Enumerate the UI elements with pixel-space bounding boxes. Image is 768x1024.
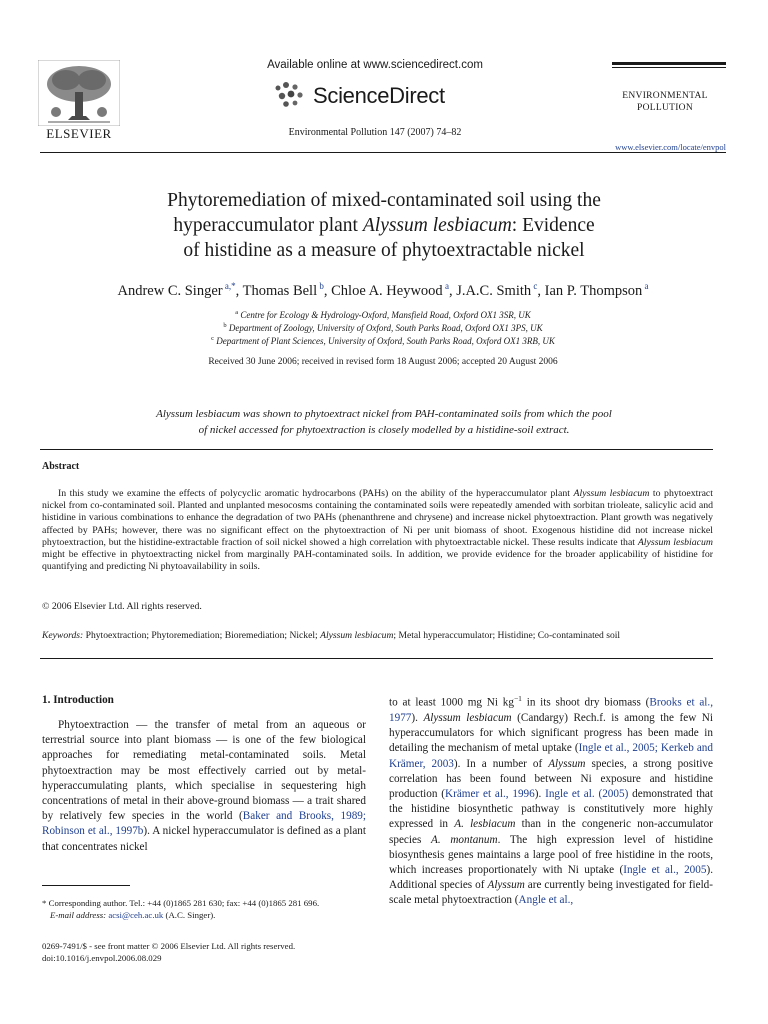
abstract-text: to phytoextract nickel from co-contaminated soil. Planted and unplanted mesocosms containing the contaminated soils were repeatedly amended with sorbitan trioleate, salicylic acid and histidine in various combinations to enhance the degradation of two PAHs (phenanthrene and chrysene) and increase nickel phytoextraction. Plant growth was negatively affected by PAHs; however, there was no significant effect on the phytoextraction of Ni per unit biomass of shoot. Exogenous histidine did not increase nickel phytoextraction, but the histidine-extractable fraction of soil nickel showed a high correlation with phytoextractable nickel. These results indicate that [42, 488, 714, 548]
footnote-text: (A.C. Singer). [163, 910, 216, 920]
body-text: than in the congeneric non-accumulator species [389, 818, 713, 846]
header-divider [40, 152, 726, 153]
title-line-2 [60, 213, 708, 238]
body-column-left [42, 718, 366, 855]
abstract-text: might be effective in phytoextracting nickel from marginally PAH-contaminated soils. In addition, we provide evidence for the broader applicability of histidine for quantifying and predicting Ni phytoavailability in soils. [42, 549, 713, 573]
sciencedirect-wordmark: ScienceDirect [313, 83, 445, 108]
affiliation-mark: a [235, 309, 239, 316]
title-text: : Evidence [511, 215, 595, 236]
citation-link[interactable]: Ingle et al., 2005 [623, 863, 707, 876]
body-superscript: −1 [513, 694, 522, 703]
author-affiliation-mark[interactable]: b [317, 281, 324, 291]
email-link[interactable]: acsi@ceh.ac.uk [106, 910, 164, 920]
body-text: ). In a number of [453, 757, 549, 770]
footnote-mark: * [42, 898, 47, 908]
affiliation [100, 335, 666, 346]
abstract-text: In this study we examine the effects of polycyclic aromatic hydrocarbons (PAHs) on the ability of the hyperaccumulator plant [58, 488, 574, 499]
body-text: . The high expression level of histidine biosynthesis genes maintains a large pool of free histidine in the roots, which increases proportionately with Ni uptake ( [389, 833, 713, 876]
body-text: demonstrated that the histidine biosynthetic pathway is constitutively more highly expressed in [389, 787, 713, 831]
body-species: Alyssum lesbiacum [423, 711, 512, 724]
body-text: ). Additional species of [389, 863, 713, 892]
body-text: species, a strong positive correlation has been found between Ni exposure and histidine production ( [389, 757, 713, 800]
affiliation-text: Centre for Ecology & Hydrology-Oxford, Mansfield Road, Oxford OX1 3SR, UK [240, 310, 531, 320]
abstract-bottom-rule [40, 658, 713, 659]
abstract-top-rule [40, 449, 713, 450]
body-text: ). [534, 787, 546, 800]
affiliation-text: Department of Zoology, University of Oxford, South Parks Road, Oxford OX1 3PS, UK [228, 323, 543, 333]
abstract-species: Alyssum lesbiacum [573, 488, 650, 499]
email-label: E-mail address: [50, 910, 107, 920]
author-affiliation-mark[interactable]: a [442, 281, 449, 291]
body-text: ). [411, 711, 424, 724]
publisher-name: ELSEVIER [46, 126, 112, 141]
received-dates: Received 30 June 2006; received in revised form 18 August 2006; accepted 20 August 2006 [208, 357, 558, 367]
keywords [42, 630, 713, 641]
author-affiliation-mark[interactable]: c [531, 281, 538, 291]
section-heading-introduction: 1. Introduction [42, 694, 114, 706]
doi-line[interactable]: doi:10.1016/j.envpol.2006.08.029 [42, 953, 162, 963]
title-text: hyperaccumulator plant [173, 215, 363, 236]
article-title [60, 188, 708, 263]
title-line-3: of histidine as a measure of phytoextractable nickel [183, 240, 585, 261]
journal-rule-thin [612, 67, 726, 68]
citation-link[interactable]: Krämer et al., 1996 [445, 787, 535, 800]
citation-link[interactable]: Angle et al., [518, 894, 574, 907]
summary-line-1: Alyssum lesbiacum was shown to phytoextract nickel from PAH-contaminated soils from which the pool [156, 408, 612, 420]
body-text: ). A nickel hyperaccumulator is defined as a plant that concentrates nickel [42, 825, 366, 853]
summary-line-2: of nickel accessed for phytoextraction is closely modelled by a histidine-soil extract. [198, 424, 570, 436]
body-species: A. lesbiacum [454, 818, 516, 831]
author[interactable]: Andrew C. Singer [117, 282, 223, 299]
corresponding-author-footnote [42, 897, 372, 921]
journal-name [600, 90, 730, 114]
footnote-rule [42, 885, 130, 886]
body-text: in its shoot dry biomass ( [521, 696, 650, 709]
journal-name-line1: ENVIRONMENTAL [622, 91, 708, 101]
citation-link[interactable]: Ingle et al. (2005) [545, 787, 629, 800]
journal-url-link[interactable]: www.elsevier.com/locate/envpol [615, 142, 726, 152]
citation-link[interactable]: Ingle et al., 2005; Kerkeb and Krämer, 2003 [389, 742, 713, 770]
author[interactable]: Ian P. Thompson [544, 282, 643, 299]
author[interactable]: Thomas Bell [242, 282, 318, 299]
author-list: Andrew C. Singer $^{a,*}$, Thomas Bell $^b$, Chloe A. Heywood $^a$, J.A.C. Smith $^c$, Ian P. Thompson $^a$ [117, 281, 649, 299]
journal-rule-thick [612, 62, 726, 65]
body-column-right [389, 691, 713, 909]
keywords-label: Keywords: [42, 630, 84, 641]
available-online-text[interactable]: Available online at www.sciencedirect.com [267, 59, 483, 71]
footnote-text: Corresponding author. Tel.: +44 (0)1865 281 630; fax: +44 (0)1865 281 696. [46, 898, 320, 908]
author-affiliation-mark[interactable]: a,* [222, 281, 236, 291]
body-species: A. montanum [431, 833, 498, 846]
front-matter-info [42, 940, 372, 964]
abstract-species: Alyssum lesbiacum [637, 536, 713, 548]
journal-name-line2: POLLUTION [637, 103, 693, 113]
issn-line: 0269-7491/$ - see front matter © 2006 Elsevier Ltd. All rights reserved. [42, 941, 296, 951]
citation-link[interactable]: Brooks et al., 1977 [389, 696, 713, 724]
abstract-body [42, 488, 713, 573]
author[interactable]: J.A.C. Smith [456, 282, 532, 299]
keywords-text: ; Metal hyperaccumulator; Histidine; Co-contaminated soil [393, 630, 621, 641]
citation-link[interactable]: Baker and Brooks, 1989; Robinson et al., 1997b [42, 810, 367, 838]
author-affiliation-mark[interactable]: a [642, 281, 649, 291]
body-text: are currently being investigated for field-scale metal phytoextraction ( [389, 879, 713, 907]
body-species: Alyssum [548, 757, 586, 770]
affiliation-text: Department of Plant Sciences, University of Oxford, South Parks Road, Oxford OX1 3RB, UK [216, 336, 555, 346]
affiliation-mark: c [211, 335, 215, 342]
author[interactable]: Chloe A. Heywood [331, 282, 443, 299]
abstract-copyright: © 2006 Elsevier Ltd. All rights reserved. [42, 601, 202, 612]
keywords-text: Phytoextraction; Phytoremediation; Bioremediation; Nickel; [83, 630, 321, 641]
title-line-1: Phytoremediation of mixed-contaminated soil using the [167, 190, 601, 211]
abstract-heading: Abstract [42, 461, 80, 472]
body-text: Phytoextraction — the transfer of metal from an aqueous or terrestrial source into plant biomass — is one of the few biological approaches for remediating metal-contaminated soils. Metal phytoextraction may be most effectively carried out by metal-hyperaccumulating plants, which specialise in sequestering high concentrations of metal in their above-ground biomass — a trait shared by relatively few species in the world ( [42, 719, 366, 823]
title-species: Alyssum lesbiacum [362, 215, 512, 236]
affiliation [100, 322, 666, 333]
keywords-species: Alyssum lesbiacum [320, 630, 394, 641]
body-species: Alyssum [487, 879, 525, 892]
affiliation [100, 309, 666, 320]
journal-citation: Environmental Pollution 147 (2007) 74–82 [288, 127, 462, 138]
affiliation-mark: b [223, 322, 227, 329]
body-text: (Candargy) Rech.f. is among the few Ni hyperaccumulators for which significant progress has been made in detailing the mechanism of metal uptake ( [389, 711, 713, 755]
body-text: to at least 1000 mg Ni kg [389, 696, 514, 709]
graphical-summary [90, 406, 678, 438]
